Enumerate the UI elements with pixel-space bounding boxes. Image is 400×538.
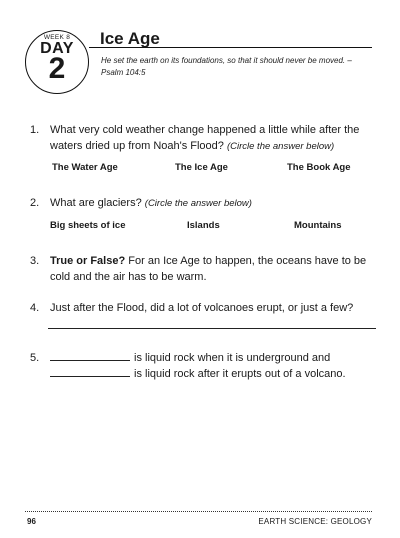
- question-text-wrap: [50, 195, 252, 212]
- question-number: 2.: [30, 197, 40, 209]
- day-badge: [25, 30, 89, 94]
- question-text-line1: What very cold weather change happened a little while after the: [50, 124, 360, 136]
- answer-option-islands[interactable]: Islands: [187, 220, 220, 231]
- answer-blank-2[interactable]: [50, 366, 130, 377]
- question-text-wrap: [50, 253, 366, 269]
- question-number: 3.: [30, 255, 40, 267]
- question-number: 5.: [30, 352, 40, 364]
- answer-blank-1[interactable]: [50, 350, 130, 361]
- question-text-line2-wrap: [50, 366, 346, 382]
- day-label: DAY: [40, 40, 74, 57]
- page-number: 96: [27, 517, 36, 526]
- day-number: 2: [48, 52, 66, 85]
- question-hint: (Circle the answer below): [226, 141, 335, 152]
- answer-option-mountains[interactable]: Mountains: [294, 220, 342, 231]
- subject-label: EARTH SCIENCE: GEOLOGY: [258, 517, 372, 526]
- footer-divider: [25, 511, 372, 512]
- question-number: 1.: [30, 124, 40, 136]
- question-text-line1: For an Ice Age to happen, the oceans have to be: [128, 255, 367, 267]
- answer-option-ice-age[interactable]: The Ice Age: [175, 162, 228, 173]
- question-text: What are glaciers?: [50, 197, 142, 209]
- answer-line[interactable]: [48, 328, 376, 329]
- question-text-line2: waters dried up from Noah's Flood?: [50, 140, 224, 152]
- question-number: 4.: [30, 302, 40, 314]
- question-text-line1: is liquid rock when it is underground and: [134, 352, 331, 364]
- question-hint: (Circle the answer below): [144, 198, 252, 209]
- question-text-line2: cold and the air has to be warm.: [50, 271, 207, 283]
- page-title: Ice Age: [100, 29, 160, 48]
- answer-option-ice-sheets[interactable]: Big sheets of ice: [50, 220, 126, 231]
- answer-option-book-age[interactable]: The Book Age: [287, 162, 351, 173]
- true-false-label: True or False?: [50, 255, 126, 267]
- week-label: WEEK 8: [43, 34, 71, 41]
- question-text-line1-wrap: [50, 350, 330, 366]
- question-text: Just after the Flood, did a lot of volcanoes erupt, or just a few?: [50, 302, 354, 314]
- question-text-line2-wrap: [50, 138, 334, 155]
- scripture-verse: He set the earth on its foundations, so that it should never be moved. – Psalm 104:5: [101, 56, 352, 77]
- answer-option-water-age[interactable]: The Water Age: [52, 162, 118, 173]
- question-text-line2: is liquid rock after it erupts out of a volcano.: [134, 368, 346, 380]
